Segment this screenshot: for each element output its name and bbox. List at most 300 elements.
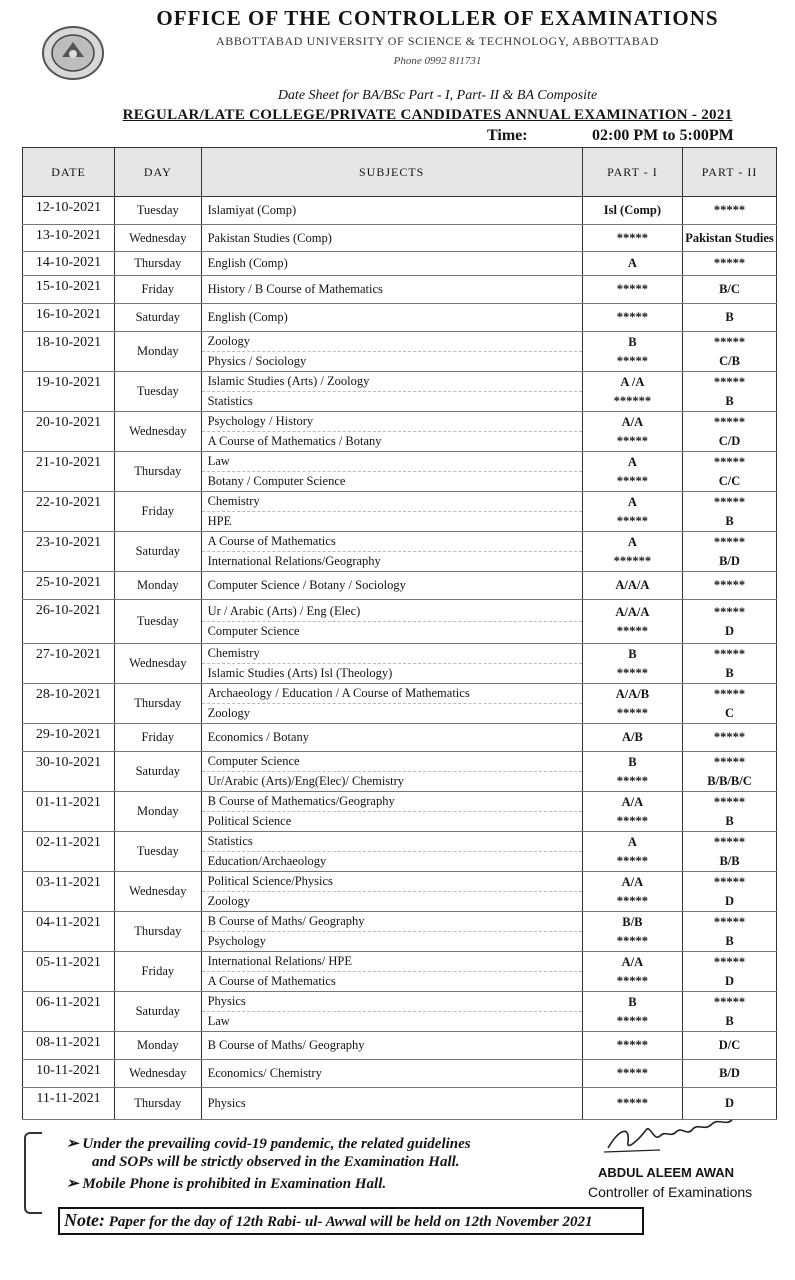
subject-text: International Relations/ HPE — [202, 952, 582, 972]
day-text: Tuesday — [136, 203, 179, 217]
group-code: ****** — [613, 393, 652, 408]
date-text: 21-10-2021 — [35, 455, 102, 470]
table-row — [23, 752, 777, 792]
part1-cell-stack — [583, 993, 682, 1031]
group-code: ***** — [616, 893, 648, 908]
part1-cell — [582, 872, 682, 912]
part1-cell-stack — [583, 533, 682, 571]
date-text: 20-10-2021 — [35, 415, 102, 430]
subject-text: Computer Science — [207, 624, 300, 638]
part1-cell — [582, 952, 682, 992]
part2-cell-stack — [683, 645, 776, 683]
group-code: A/A — [621, 794, 644, 809]
group-code: ***** — [616, 1096, 648, 1110]
part2-cell — [683, 276, 777, 304]
part2-cell-stack — [683, 413, 776, 451]
part1-cell-stack — [583, 645, 682, 683]
day-cell — [115, 276, 202, 304]
day-text: Saturday — [135, 1004, 181, 1018]
part1-cell-stack — [583, 603, 682, 641]
group-code: A — [627, 834, 637, 849]
day-cell — [115, 492, 202, 532]
part2-cell — [683, 572, 777, 600]
part1-cell — [582, 724, 682, 752]
group-code: A — [627, 494, 637, 509]
day-cell — [115, 304, 202, 332]
day-text: Saturday — [135, 310, 181, 324]
date-text: 27-10-2021 — [35, 647, 102, 662]
signature-image — [600, 1108, 740, 1160]
part2-cell — [683, 452, 777, 492]
date-text: 01-11-2021 — [36, 795, 101, 810]
part2-cell — [683, 912, 777, 952]
part1-cell-stack — [583, 953, 682, 991]
subject-text: Psychology — [207, 934, 266, 948]
subject-text: Statistics — [202, 832, 582, 852]
part1-cell — [582, 332, 682, 372]
date-cell — [23, 724, 115, 752]
group-code: ***** — [713, 730, 746, 744]
day-cell — [115, 452, 202, 492]
day-cell — [115, 832, 202, 872]
day-cell — [115, 197, 202, 225]
table-row — [23, 872, 777, 912]
part1-cell-stack — [583, 308, 682, 327]
part2-cell-stack — [683, 603, 776, 641]
date-cell — [23, 1032, 115, 1060]
date-text: 10-11-2021 — [36, 1063, 101, 1078]
part2-cell-stack — [683, 373, 776, 411]
table-row — [23, 572, 777, 600]
subjects-cell — [201, 832, 582, 872]
group-code: B/B — [622, 914, 643, 929]
part2-cell — [683, 792, 777, 832]
part1-cell-stack — [583, 201, 682, 220]
day-text: Friday — [141, 964, 175, 978]
part1-cell — [582, 644, 682, 684]
covid-note-line2: and SOPs will be strictly observed in the Examination Hall. — [92, 1154, 460, 1170]
day-cell — [115, 792, 202, 832]
part2-cell-stack — [683, 254, 776, 273]
col-day-header: DAY — [115, 148, 202, 197]
table-row — [23, 252, 777, 276]
part2-cell-stack — [683, 533, 776, 571]
part2-cell-stack — [683, 993, 776, 1031]
group-code: B/B — [719, 853, 740, 868]
group-code: ***** — [713, 754, 746, 769]
date-cell — [23, 225, 115, 252]
part1-cell-stack — [583, 913, 682, 951]
university-logo — [40, 24, 106, 82]
part1-cell — [582, 684, 682, 724]
note-bullet — [66, 1134, 471, 1153]
part2-cell — [683, 492, 777, 532]
table-row — [23, 412, 777, 452]
part2-cell-stack — [683, 229, 776, 248]
group-code: ***** — [713, 686, 746, 701]
subject-text: Psychology / History — [202, 412, 582, 432]
date-cell — [23, 992, 115, 1032]
subject-text: Physics — [207, 1096, 246, 1110]
group-code: C/B — [719, 353, 740, 368]
group-code: B — [628, 646, 637, 661]
university-name: ABBOTTABAD UNIVERSITY OF SCIENCE & TECHNOLOGY, ABBOTTABAD — [215, 34, 660, 48]
date-cell — [23, 952, 115, 992]
group-code: B/C — [719, 282, 740, 296]
part2-cell-stack — [683, 753, 776, 791]
subject-text: B Course of Maths/ Geography — [207, 1038, 365, 1052]
subject-text: Economics / Botany — [207, 730, 309, 744]
part1-cell-stack — [583, 685, 682, 723]
date-text: 13-10-2021 — [35, 228, 102, 243]
group-code: C — [725, 705, 735, 720]
group-code: ***** — [616, 813, 648, 828]
date-sheet-table — [22, 147, 777, 1120]
part2-cell-stack — [683, 308, 776, 327]
subjects-cell — [201, 332, 582, 372]
day-cell — [115, 372, 202, 412]
group-code: B — [725, 813, 734, 828]
subjects-cell — [201, 992, 582, 1032]
group-code: B — [628, 754, 637, 769]
group-code: A/A — [621, 954, 644, 969]
part1-cell — [582, 992, 682, 1032]
group-code: ***** — [616, 665, 648, 680]
part1-cell-stack — [583, 373, 682, 411]
subjects-cell — [201, 197, 582, 225]
part2-cell — [683, 197, 777, 225]
table-row — [23, 452, 777, 492]
group-code: ***** — [713, 604, 746, 619]
subject-text: Chemistry — [202, 644, 582, 664]
subject-text: Political Science — [207, 814, 292, 828]
table-header-row — [23, 148, 777, 197]
table-row — [23, 197, 777, 225]
group-code: ***** — [713, 203, 746, 217]
group-code: ***** — [616, 853, 648, 868]
day-text: Wednesday — [129, 424, 187, 438]
part1-cell — [582, 492, 682, 532]
group-code: B — [628, 334, 637, 349]
table-row — [23, 304, 777, 332]
group-code: Isl (Comp) — [603, 203, 662, 217]
part1-cell-stack — [583, 873, 682, 911]
group-code: ***** — [713, 374, 746, 389]
subjects-cell — [201, 532, 582, 572]
day-text: Monday — [136, 344, 179, 358]
subjects-cell — [201, 912, 582, 952]
date-text: 16-10-2021 — [35, 307, 102, 322]
table-row — [23, 832, 777, 872]
table-row — [23, 276, 777, 304]
date-text: 22-10-2021 — [35, 495, 102, 510]
col-part2-header: PART - II — [683, 148, 777, 197]
group-code: A/B — [621, 730, 643, 744]
part1-cell — [582, 412, 682, 452]
group-code: ***** — [713, 414, 746, 429]
part2-cell — [683, 1060, 777, 1088]
group-code: ***** — [713, 534, 746, 549]
part2-cell-stack — [683, 728, 776, 747]
date-cell — [23, 752, 115, 792]
group-code: ***** — [713, 334, 746, 349]
subject-text: Zoology — [207, 706, 250, 720]
date-cell — [23, 492, 115, 532]
part1-cell-stack — [583, 229, 682, 248]
arrow-bullet-icon: ➢ — [66, 1176, 79, 1192]
subjects-cell — [201, 644, 582, 684]
subject-text: Law — [202, 452, 582, 472]
group-code: ***** — [713, 494, 746, 509]
day-text: Tuesday — [136, 844, 179, 858]
group-code: C/C — [718, 473, 741, 488]
part2-cell-stack — [683, 913, 776, 951]
group-code: A — [627, 534, 637, 549]
subjects-cell — [201, 572, 582, 600]
day-cell — [115, 992, 202, 1032]
part2-cell — [683, 225, 777, 252]
part1-cell — [582, 792, 682, 832]
date-cell — [23, 684, 115, 724]
part1-cell — [582, 572, 682, 600]
subjects-cell — [201, 225, 582, 252]
day-cell — [115, 724, 202, 752]
day-cell — [115, 952, 202, 992]
group-code: D — [725, 893, 735, 908]
group-code: ***** — [616, 433, 648, 448]
date-text: 26-10-2021 — [35, 603, 102, 618]
part1-cell — [582, 832, 682, 872]
subjects-cell — [201, 276, 582, 304]
group-code: B — [725, 393, 734, 408]
subject-text: Physics / Sociology — [207, 354, 307, 368]
subjects-cell — [201, 372, 582, 412]
subject-text: Computer Science / Botany / Sociology — [207, 578, 406, 592]
group-code: ***** — [713, 646, 746, 661]
group-code: B/D — [719, 553, 740, 568]
office-title: OFFICE OF THE CONTROLLER OF EXAMINATIONS — [156, 6, 719, 30]
group-code: D — [725, 623, 735, 638]
bottom-note-box — [58, 1207, 644, 1235]
table-row — [23, 372, 777, 412]
group-code: ***** — [616, 1066, 648, 1080]
part2-cell — [683, 532, 777, 572]
date-text: 11-11-2021 — [36, 1091, 101, 1106]
day-text: Monday — [136, 578, 179, 592]
subjects-cell — [201, 452, 582, 492]
date-cell — [23, 832, 115, 872]
date-text: 04-11-2021 — [36, 915, 101, 930]
part2-cell-stack — [683, 793, 776, 831]
group-code: ****** — [613, 553, 652, 568]
table-row — [23, 952, 777, 992]
part2-cell — [683, 372, 777, 412]
day-text: Friday — [141, 504, 175, 518]
group-code: ***** — [616, 513, 648, 528]
group-code: ***** — [713, 954, 746, 969]
part2-cell — [683, 724, 777, 752]
subject-text: English (Comp) — [207, 256, 288, 270]
part1-cell — [582, 1060, 682, 1088]
day-text: Thursday — [134, 1096, 182, 1110]
group-code: ***** — [713, 874, 746, 889]
group-code: A/A/A — [615, 604, 650, 619]
subjects-cell — [201, 412, 582, 452]
date-cell — [23, 872, 115, 912]
part1-cell-stack — [583, 493, 682, 531]
subjects-cell — [201, 252, 582, 276]
col-part1-header: PART - I — [582, 148, 682, 197]
day-text: Saturday — [135, 544, 181, 558]
group-code: A/A/A — [615, 578, 650, 592]
arrow-bullet-icon: ➢ — [66, 1136, 79, 1152]
group-code: ***** — [713, 994, 746, 1009]
table-row — [23, 532, 777, 572]
covid-note-line1: Under the prevailing covid-19 pandemic, the related guidelines — [82, 1136, 471, 1152]
group-code: A/A/B — [615, 686, 650, 701]
day-cell — [115, 752, 202, 792]
part1-cell — [582, 600, 682, 644]
part2-cell-stack — [683, 953, 776, 991]
subject-text: Pakistan Studies (Comp) — [207, 230, 332, 245]
col-subjects-header: SUBJECTS — [201, 148, 582, 197]
part2-cell — [683, 304, 777, 332]
part2-cell — [683, 952, 777, 992]
part2-cell — [683, 872, 777, 912]
part2-cell-stack — [683, 493, 776, 531]
subject-text: Physics — [202, 992, 582, 1012]
group-code: ***** — [616, 705, 648, 720]
date-text: 28-10-2021 — [35, 687, 102, 702]
day-text: Thursday — [134, 464, 182, 478]
subject-text: B Course of Maths/ Geography — [202, 912, 582, 932]
group-code: B/D — [719, 1066, 740, 1080]
date-cell — [23, 792, 115, 832]
date-text: 12-10-2021 — [35, 200, 102, 215]
group-code: ***** — [616, 1038, 648, 1052]
part1-cell-stack — [583, 728, 682, 747]
date-cell — [23, 1060, 115, 1088]
subject-text: A Course of Mathematics — [207, 974, 336, 988]
part1-cell — [582, 197, 682, 225]
group-code: ***** — [616, 282, 648, 296]
day-cell — [115, 1088, 202, 1120]
subjects-cell — [201, 684, 582, 724]
subject-text: Law — [207, 1014, 230, 1028]
day-text: Friday — [141, 282, 175, 296]
part1-cell — [582, 452, 682, 492]
group-code: D — [725, 1096, 735, 1110]
group-code: ***** — [616, 353, 648, 368]
part2-cell — [683, 332, 777, 372]
group-code: A — [627, 256, 637, 270]
date-text: 08-11-2021 — [36, 1035, 101, 1050]
phone-number: Phone 0992 811731 — [393, 55, 482, 67]
subjects-cell — [201, 724, 582, 752]
subjects-cell — [201, 752, 582, 792]
date-cell — [23, 532, 115, 572]
date-text: 03-11-2021 — [36, 875, 101, 890]
subject-text: Zoology — [207, 894, 250, 908]
part2-cell — [683, 684, 777, 724]
subject-text: Ur/Arabic (Arts)/Eng(Elec)/ Chemistry — [207, 774, 405, 788]
table-row — [23, 684, 777, 724]
table-row — [23, 600, 777, 644]
group-code: D/C — [718, 1038, 741, 1052]
day-text: Tuesday — [136, 614, 179, 628]
part1-cell — [582, 225, 682, 252]
date-text: 29-10-2021 — [35, 727, 102, 742]
date-text: 06-11-2021 — [36, 995, 101, 1010]
date-cell — [23, 372, 115, 412]
group-code: ***** — [713, 834, 746, 849]
group-code: ***** — [616, 623, 648, 638]
subject-text: Islamic Studies (Arts) Isl (Theology) — [207, 666, 393, 680]
table-body — [23, 197, 777, 1120]
date-cell — [23, 276, 115, 304]
group-code: B — [725, 310, 734, 324]
subjects-cell — [201, 872, 582, 912]
subject-text: Islamic Studies (Arts) / Zoology — [202, 372, 582, 392]
table-row — [23, 492, 777, 532]
part2-cell-stack — [683, 833, 776, 871]
day-cell — [115, 532, 202, 572]
part2-cell — [683, 992, 777, 1032]
table-row — [23, 912, 777, 952]
table-row — [23, 332, 777, 372]
day-cell — [115, 1032, 202, 1060]
part2-cell — [683, 1032, 777, 1060]
group-code: ***** — [713, 794, 746, 809]
day-text: Wednesday — [129, 656, 187, 670]
group-code: ***** — [616, 933, 648, 948]
date-text: 15-10-2021 — [35, 279, 102, 294]
day-text: Saturday — [135, 764, 181, 778]
day-text: Friday — [141, 730, 175, 744]
instructions-block — [22, 1132, 542, 1202]
part1-cell — [582, 304, 682, 332]
part2-cell — [683, 832, 777, 872]
date-text: 23-10-2021 — [35, 535, 102, 550]
group-code: ***** — [713, 578, 746, 592]
part1-cell-stack — [583, 453, 682, 491]
table-row — [23, 1032, 777, 1060]
subject-text: Computer Science — [202, 752, 582, 772]
table-row — [23, 724, 777, 752]
part2-cell-stack — [683, 453, 776, 491]
table-row — [23, 992, 777, 1032]
day-cell — [115, 600, 202, 644]
signatory-name: ABDUL ALEEM AWAN — [598, 1165, 735, 1180]
part2-cell-stack — [683, 873, 776, 911]
subject-text: A Course of Mathematics — [202, 532, 582, 552]
group-code: ***** — [616, 773, 648, 788]
day-cell — [115, 872, 202, 912]
group-code: ***** — [616, 973, 648, 988]
day-cell — [115, 912, 202, 952]
table-row — [23, 225, 777, 252]
date-text: 30-10-2021 — [35, 755, 102, 770]
subject-text: Islamiyat (Comp) — [207, 203, 297, 217]
group-code: ***** — [713, 256, 746, 270]
day-cell — [115, 1060, 202, 1088]
note-label: Note: — [64, 1210, 105, 1230]
date-cell — [23, 452, 115, 492]
part2-cell — [683, 412, 777, 452]
part1-cell-stack — [583, 576, 682, 595]
date-text: 18-10-2021 — [35, 335, 102, 350]
part2-cell-stack — [683, 685, 776, 723]
